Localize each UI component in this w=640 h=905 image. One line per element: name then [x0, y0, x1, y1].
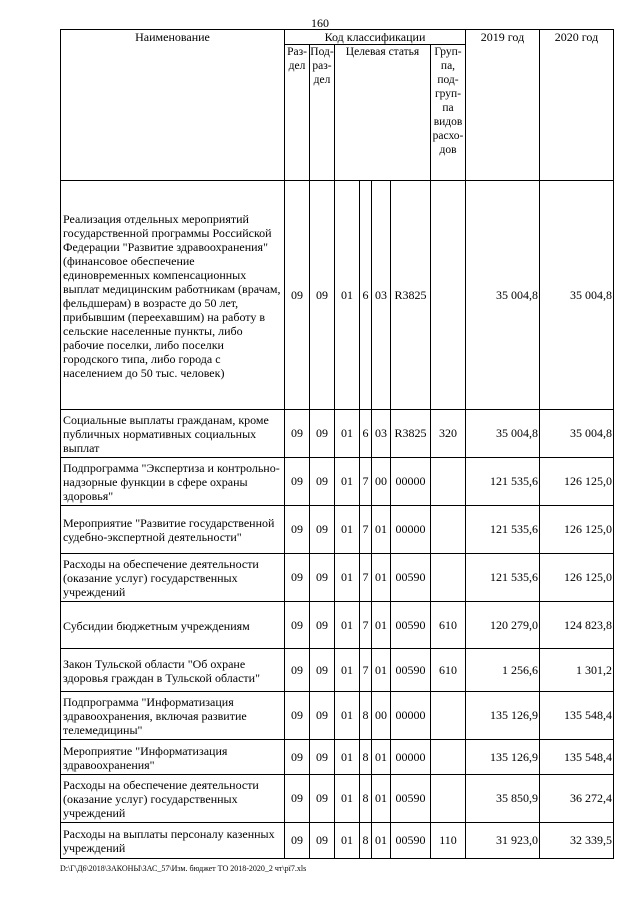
row-amount-2020: 126 125,0: [540, 506, 614, 554]
row-subsection: 09: [310, 554, 335, 602]
header-code: Код классификации: [285, 30, 466, 45]
row-amount-2020: 36 272,4: [540, 775, 614, 823]
row-expense-type: [431, 740, 466, 775]
row-amount-2020: 35 004,8: [540, 410, 614, 458]
row-expense-type: 110: [431, 823, 466, 859]
row-amount-2019: 120 279,0: [466, 602, 540, 649]
footer-file-path: D:\Г\Д6\2018\ЗАКОНЫ\ЗАС_57\Изм. бюджет ТО 2018-2020_2 чт\рї7.xls: [60, 864, 307, 873]
row-event: 01: [372, 506, 391, 554]
row-name: Расходы на выплаты персоналу казенных учреждений: [61, 823, 285, 859]
row-program: 01: [335, 692, 360, 740]
row-section: 09: [285, 649, 310, 692]
row-subprogram: 7: [360, 506, 372, 554]
row-amount-2019: 1 256,6: [466, 649, 540, 692]
page-number: 160: [311, 16, 329, 30]
row-amount-2019: 121 535,6: [466, 554, 540, 602]
row-program: 01: [335, 410, 360, 458]
row-amount-2019: 121 535,6: [466, 506, 540, 554]
row-amount-2019: 135 126,9: [466, 692, 540, 740]
row-direction: 00590: [391, 823, 431, 859]
row-direction: 00590: [391, 649, 431, 692]
row-name: Подпрограмма "Экспертиза и контрольно-надзорные функции в сфере охраны здоровья": [61, 458, 285, 506]
header-2019: 2019 год: [466, 30, 540, 181]
row-subsection: 09: [310, 775, 335, 823]
row-section: 09: [285, 823, 310, 859]
row-name: Расходы на обеспечение деятельности (оказание услуг) государственных учреждений: [61, 775, 285, 823]
row-subsection: 09: [310, 506, 335, 554]
row-program: 01: [335, 554, 360, 602]
row-program: 01: [335, 506, 360, 554]
row-subprogram: 8: [360, 823, 372, 859]
row-amount-2020: 1 301,2: [540, 649, 614, 692]
row-name: Мероприятие "Информатизация здравоохранения": [61, 740, 285, 775]
table-row: [61, 554, 614, 602]
row-amount-2019: 35 004,8: [466, 410, 540, 458]
table-row: [61, 458, 614, 506]
row-subprogram: 7: [360, 649, 372, 692]
row-event: 00: [372, 458, 391, 506]
row-section: 09: [285, 458, 310, 506]
table-row: [61, 775, 614, 823]
row-program: 01: [335, 775, 360, 823]
row-subprogram: 6: [360, 410, 372, 458]
row-name: Расходы на обеспечение деятельности (оказание услуг) государственных учреждений: [61, 554, 285, 602]
row-section: 09: [285, 506, 310, 554]
header-2020: 2020 год: [540, 30, 614, 181]
row-event: 01: [372, 740, 391, 775]
row-event: 01: [372, 602, 391, 649]
row-section: 09: [285, 602, 310, 649]
row-event: 01: [372, 649, 391, 692]
row-section: 09: [285, 740, 310, 775]
row-subprogram: 8: [360, 740, 372, 775]
row-name: Социальные выплаты гражданам, кроме публичных нормативных социальных выплат: [61, 410, 285, 458]
row-amount-2019: 35 004,8: [466, 181, 540, 410]
row-subsection: 09: [310, 181, 335, 410]
row-subprogram: 7: [360, 554, 372, 602]
row-direction: 00000: [391, 458, 431, 506]
row-name: Субсидии бюджетным учреждениям: [61, 602, 285, 649]
row-subprogram: 6: [360, 181, 372, 410]
row-subprogram: 7: [360, 602, 372, 649]
row-subprogram: 8: [360, 775, 372, 823]
row-amount-2020: 126 125,0: [540, 458, 614, 506]
row-event: 01: [372, 554, 391, 602]
row-amount-2019: 135 126,9: [466, 740, 540, 775]
row-section: 09: [285, 410, 310, 458]
row-direction: 00590: [391, 554, 431, 602]
row-event: 03: [372, 181, 391, 410]
row-expense-type: 610: [431, 649, 466, 692]
row-amount-2020: 35 004,8: [540, 181, 614, 410]
row-direction: 00000: [391, 740, 431, 775]
table-row: [61, 823, 614, 859]
row-program: 01: [335, 823, 360, 859]
row-expense-type: [431, 458, 466, 506]
header-group: Груп- па, под- груп- па видов расхо- дов: [431, 45, 466, 181]
row-subsection: 09: [310, 458, 335, 506]
table-row: [61, 649, 614, 692]
header-target: Целевая статья: [335, 45, 431, 181]
row-name: Мероприятие "Развитие государственной судебно-экспертной деятельности": [61, 506, 285, 554]
row-amount-2020: 126 125,0: [540, 554, 614, 602]
table-row: [61, 692, 614, 740]
row-expense-type: [431, 554, 466, 602]
row-program: 01: [335, 649, 360, 692]
header-name: Наименование: [61, 30, 285, 181]
row-expense-type: [431, 692, 466, 740]
row-subsection: 09: [310, 602, 335, 649]
row-amount-2020: 135 548,4: [540, 740, 614, 775]
row-event: 01: [372, 775, 391, 823]
row-program: 01: [335, 458, 360, 506]
row-name: Реализация отдельных мероприятий государственной программы Российской Федерации "Развитие здравоохранения" (финансовое обеспечение единовременных компенсационных выплат медицинским работникам (врачам, фельдшерам) в возрасте до 50 лет, прибывшим (переехавшим) на работу в сельские населенные пункты, либо рабочие поселки, либо поселки городского типа, либо города с населением до 50 тыс. человек): [61, 181, 285, 410]
table-row: [61, 181, 614, 410]
row-name: Подпрограмма "Информатизация здравоохранения, включая развитие телемедицины": [61, 692, 285, 740]
header-subsection: Под- раз- дел: [310, 45, 335, 181]
row-amount-2019: 31 923,0: [466, 823, 540, 859]
row-expense-type: [431, 506, 466, 554]
header-row-1: [61, 30, 614, 45]
row-direction: R3825: [391, 181, 431, 410]
row-direction: R3825: [391, 410, 431, 458]
row-subsection: 09: [310, 740, 335, 775]
row-subsection: 09: [310, 823, 335, 859]
row-name: Закон Тульской области "Об охране здоровья граждан в Тульской области": [61, 649, 285, 692]
row-amount-2020: 32 339,5: [540, 823, 614, 859]
row-subsection: 09: [310, 649, 335, 692]
row-section: 09: [285, 692, 310, 740]
row-subsection: 09: [310, 692, 335, 740]
row-subprogram: 7: [360, 458, 372, 506]
row-amount-2020: 135 548,4: [540, 692, 614, 740]
row-section: 09: [285, 775, 310, 823]
table-row: [61, 602, 614, 649]
row-program: 01: [335, 602, 360, 649]
table-body: [61, 181, 614, 859]
row-amount-2019: 121 535,6: [466, 458, 540, 506]
header-section: Раз- дел: [285, 45, 310, 181]
row-direction: 00590: [391, 775, 431, 823]
row-amount-2020: 124 823,8: [540, 602, 614, 649]
row-direction: 00590: [391, 602, 431, 649]
row-subsection: 09: [310, 410, 335, 458]
row-expense-type: 610: [431, 602, 466, 649]
row-event: 03: [372, 410, 391, 458]
row-expense-type: 320: [431, 410, 466, 458]
row-event: 00: [372, 692, 391, 740]
row-expense-type: [431, 181, 466, 410]
row-amount-2019: 35 850,9: [466, 775, 540, 823]
row-program: 01: [335, 740, 360, 775]
table-row: [61, 740, 614, 775]
table-row: [61, 410, 614, 458]
row-program: 01: [335, 181, 360, 410]
row-subprogram: 8: [360, 692, 372, 740]
row-event: 01: [372, 823, 391, 859]
row-section: 09: [285, 554, 310, 602]
row-section: 09: [285, 181, 310, 410]
row-expense-type: [431, 775, 466, 823]
budget-table: [60, 29, 614, 859]
table-row: [61, 506, 614, 554]
row-direction: 00000: [391, 506, 431, 554]
row-direction: 00000: [391, 692, 431, 740]
